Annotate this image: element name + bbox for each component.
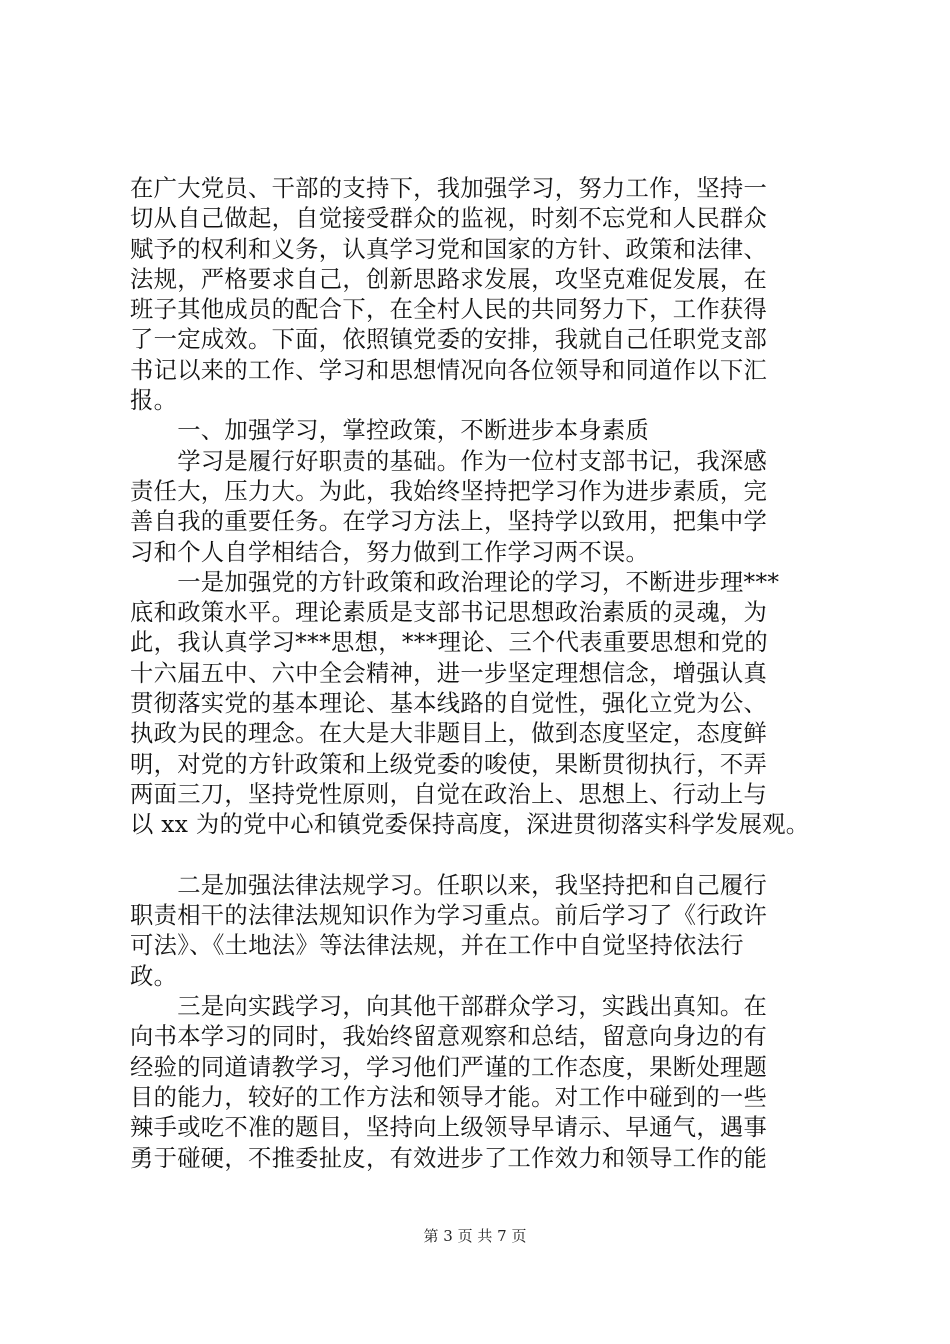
text-line: 书记以来的工作、学习和思想情况向各位领导和同道作以下汇 bbox=[130, 356, 768, 384]
text-line: 目的能力，较好的工作方法和领导才能。对工作中碰到的一些 bbox=[130, 1083, 768, 1111]
text-line: 法规，严格要求自己，创新思路求发展，攻坚克难促发展，在 bbox=[130, 265, 768, 293]
text-line: 经验的同道请教学习，学习他们严谨的工作态度，果断处理题 bbox=[130, 1053, 768, 1081]
text-line: 切从自己做起，自觉接受群众的监视，时刻不忘党和人民群众 bbox=[130, 205, 768, 233]
text-line: 以 xx 为的党中心和镇党委保持高度，深进贯彻落实科学发展观。 bbox=[130, 811, 810, 839]
text-line: 政。 bbox=[130, 962, 178, 990]
text-line: 三是向实践学习，向其他干部群众学习，实践出真知。在 bbox=[130, 993, 768, 1021]
text-line: 可法》、《土地法》等法律法规，并在工作中自觉坚持依法行 bbox=[130, 932, 744, 960]
text-line: 报。 bbox=[130, 387, 178, 415]
text-line: 辣手或吃不准的题目，坚持向上级领导早请示、早通气，遇事 bbox=[130, 1114, 768, 1142]
text-line: 习和个人自学相结合，努力做到工作学习两不误。 bbox=[130, 538, 650, 566]
text-line: 一是加强党的方针政策和政治理论的学习，不断进步理*** bbox=[130, 568, 780, 596]
text-line: 了一定成效。下面，依照镇党委的安排，我就自己任职党支部 bbox=[130, 326, 768, 354]
text-line: 一、加强学习，掌控政策，不断进步本身素质 bbox=[130, 417, 650, 445]
text-line: 底和政策水平。理论素质是支部书记思想政治素质的灵魂，为 bbox=[130, 599, 768, 627]
page-footer: 第 3 页 共 7 页 bbox=[423, 1227, 527, 1245]
text-line: 责任大，压力大。为此，我始终坚持把学习作为进步素质，完 bbox=[130, 477, 768, 505]
text-line: 在广大党员、干部的支持下，我加强学习，努力工作，坚持一 bbox=[130, 175, 768, 202]
paragraph-gap bbox=[130, 841, 832, 871]
text-line: 两面三刀，坚持党性原则，自觉在政治上、思想上、行动上与 bbox=[130, 780, 768, 808]
text-line: 勇于碰硬，不推委扯皮，有效进步了工作效力和领导工作的能 bbox=[130, 1144, 768, 1172]
text-line: 二是加强法律法规学习。任职以来，我坚持把和自己履行 bbox=[130, 871, 768, 899]
text-line: 班子其他成员的配合下，在全村人民的共同努力下，工作获得 bbox=[130, 296, 768, 324]
text-line: 此，我认真学习***思想，***理论、三个代表重要思想和党的 bbox=[130, 629, 769, 657]
text-line: 明，对党的方针政策和上级党委的唆使，果断贯彻执行，不弄 bbox=[130, 750, 768, 778]
text-line: 善自我的重要任务。在学习方法上，坚持学以致用，把集中学 bbox=[130, 508, 768, 536]
text-line: 执政为民的理念。在大是大非题目上，做到态度坚定，态度鲜 bbox=[130, 720, 768, 748]
text-line: 赋予的权利和义务，认真学习党和国家的方针、政策和法律、 bbox=[130, 235, 768, 263]
text-line: 学习是履行好职责的基础。作为一位村支部书记，我深感 bbox=[130, 447, 768, 475]
text-line: 职责相干的法律法规知识作为学习重点。前后学习了《行政许 bbox=[130, 902, 768, 930]
text-line: 贯彻落实党的基本理论、基本线路的自觉性，强化立党为公、 bbox=[130, 690, 768, 718]
text-line: 向书本学习的同时，我始终留意观察和总结，留意向身边的有 bbox=[130, 1023, 768, 1051]
text-line: 十六届五中、六中全会精神，进一步坚定理想信念，增强认真 bbox=[130, 659, 768, 687]
document-body bbox=[130, 174, 832, 1174]
